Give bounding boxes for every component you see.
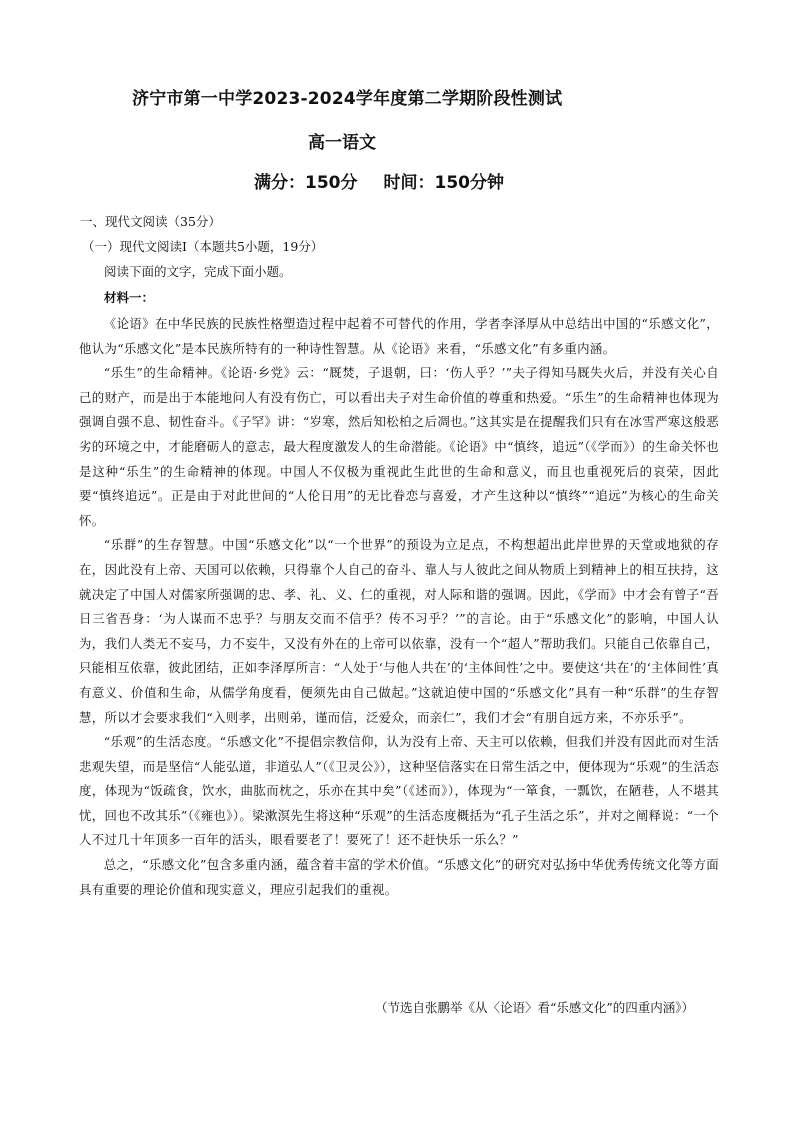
exam-title: 济宁市第一中学2023-2024学年度第二学期阶段性测试 — [132, 89, 563, 109]
passage-body — [79, 312, 719, 902]
full-score: 满分：150分 — [254, 173, 358, 193]
material-label: 材料一： — [104, 290, 155, 305]
paragraph-5: 总之，“乐感文化”包含多重内涵，蕴含着丰富的学术价值。“乐感文化”的研究对弘扬中华优秀传统文化等方面具有重要的理论价值和现实意义，理应引起我们的重视。 — [79, 857, 719, 897]
paragraph-4: “乐观”的生活态度。“乐感文化”不提倡宗教信仰，认为没有上帝、天主可以依赖，但我们并没有因此而对生活悲观失望，而是坚信“人能弘道，非道弘人”（《卫灵公》），这种坚信落实在日常生活之中，便体现为“乐观”的生活态度，体现为“饭疏食，饮水，曲肱而枕之，乐亦在其中矣”（《述而》），体现为“一箪食，一瓢饮，在陋巷，人不堪其忧，回也不改其乐”（《雍也》）。梁漱溟先生将这种“乐观”的生活态度概括为“孔子生活之乐”，并对之阐释说：“一个人不过几十年顶多一百年的活头，眼看要老了！要死了！还不赶快乐一乐么？” — [79, 734, 719, 848]
passage-source: （节选自张鹏举《从〈论语〉看“乐感文化”的四重内涵》） — [374, 1000, 694, 1015]
exam-meta — [254, 168, 504, 193]
section-heading: 一、现代文阅读（35分） — [80, 214, 221, 229]
paragraph-2: “乐生”的生命精神。《论语·乡党》云：“厩焚，子退朝，曰：‘伤人乎？’”夫子得知马厩失火后，并没有关心自己的财产，而是出于本能地问人有没有伤亡，可以看出夫子对生命价值的尊重和热爱。“乐生”的生命精神也体现为强调自强不息、韧性奋斗。《子罕》讲：“岁寒，然后知松柏之后凋也。”这其实是在提醒我们只有在冰雪严寒这般恶劣的环境之中，才能磨砺人的意志，最大程度激发人的生命潜能。《论语》中“慎终，追远”（《学而》）的生命关怀也是这种“乐生”的生命精神的体现。中国人不仅极为重视此生此世的生命和意义，而且也重视死后的哀荣，因此要“慎终追远”。正是由于对此世间的“人伦日用”的无比眷恋与喜爱，才产生这种以“慎终”“追远”为核心的生命关怀。 — [79, 365, 719, 528]
reading-instruction: 阅读下面的文字，完成下面小题。 — [104, 264, 292, 279]
paragraph-1: 《论语》在中华民族的民族性格塑造过程中起着不可替代的作用，学者李泽厚从中总结出中国的“乐感文化”，他认为“乐感文化”是本民族所特有的一种诗性智慧。从《论语》来看，“乐感文化”有多重内涵。 — [79, 316, 719, 356]
exam-subject: 高一语文 — [308, 133, 376, 153]
paragraph-3: “乐群”的生存智慧。中国“乐感文化”以“一个世界”的预设为立足点，不构想超出此岸世界的天堂或地狱的存在，因此没有上帝、天国可以依赖，只得靠个人自己的奋斗、靠人与人彼此之间从物质上到精神上的相互扶持，这就决定了中国人对儒家所强调的忠、孝、礼、义、仁的重视，对人际和谐的强调。因此，《学而》中才会有曾子“吾日三省吾身：‘为人谋而不忠乎？与朋友交而不信乎？传不习乎？’”的言论。由于“乐感文化”的影响，中国人认为，我们人类无不妄马，力不妄牛，又没有外在的上帝可以依靠，没有一个“超人”帮助我们。只能自己依靠自己，只能相互依靠，彼此团结，正如李泽厚所言：“人处于‘与他人共在’的‘主体间性’之中。要使这‘共在’的‘主体间性’真有意义、价值和生命，从儒学角度看，便须先由自己做起。”这就迫使中国的“乐感文化”具有一种“乐群”的生存智慧，所以才会要求我们“入则孝，出则弟，谨而信，泛爱众，而亲仁”，我们才会“有朋自远方来，不亦乐乎”。 — [79, 537, 719, 725]
subsection-heading: （一）现代文阅读Ⅰ（本题共5小题，19分） — [82, 239, 324, 254]
exam-time: 时间：150分钟 — [383, 173, 504, 193]
